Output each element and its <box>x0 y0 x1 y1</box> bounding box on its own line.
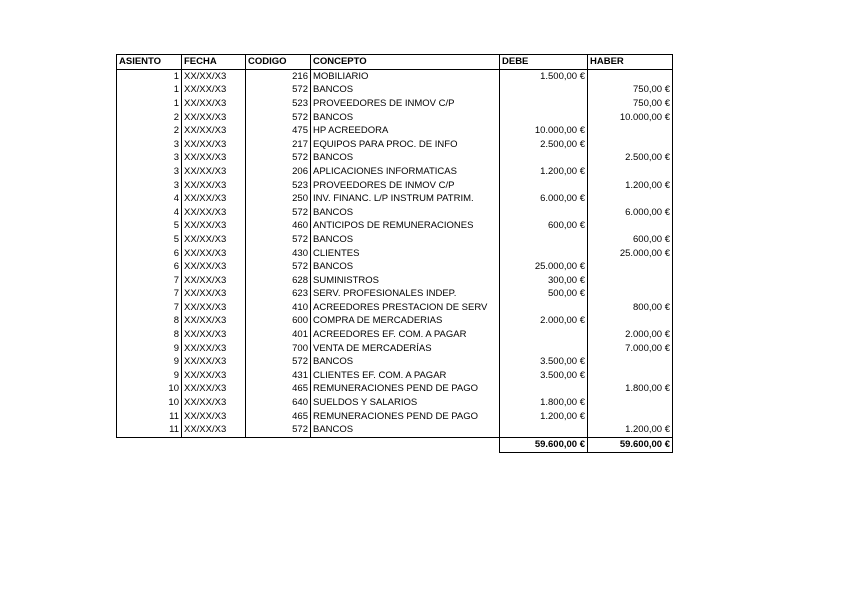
cell-concepto: INV. FINANC. L/P INSTRUM PATRIM. <box>311 192 500 206</box>
cell-asiento: 6 <box>117 247 182 261</box>
cell-haber <box>588 138 673 152</box>
cell-codigo: 523 <box>246 97 311 111</box>
cell-fecha: XX/XX/X3 <box>182 97 246 111</box>
table-row <box>117 220 673 234</box>
cell-debe <box>500 423 588 437</box>
table-row <box>117 138 673 152</box>
cell-debe: 500,00 € <box>500 288 588 302</box>
cell-asiento: 1 <box>117 70 182 84</box>
table-row <box>117 369 673 383</box>
cell-fecha: XX/XX/X3 <box>182 369 246 383</box>
cell-concepto: BANCOS <box>311 111 500 125</box>
cell-concepto: PROVEEDORES DE INMOV C/P <box>311 97 500 111</box>
cell-fecha: XX/XX/X3 <box>182 328 246 342</box>
cell-concepto: ACREEDORES EF. COM. A PAGAR <box>311 328 500 342</box>
cell-concepto: BANCOS <box>311 152 500 166</box>
cell-concepto: CLIENTES EF. COM. A PAGAR <box>311 369 500 383</box>
cell-fecha: XX/XX/X3 <box>182 233 246 247</box>
cell-asiento: 8 <box>117 328 182 342</box>
cell-codigo: 572 <box>246 152 311 166</box>
table-row <box>117 179 673 193</box>
cell-debe <box>500 328 588 342</box>
cell-codigo: 572 <box>246 423 311 437</box>
header-asiento: ASIENTO <box>117 55 182 70</box>
cell-fecha: XX/XX/X3 <box>182 410 246 424</box>
cell-debe <box>500 97 588 111</box>
cell-fecha: XX/XX/X3 <box>182 138 246 152</box>
cell-haber <box>588 315 673 329</box>
cell-codigo: 250 <box>246 192 311 206</box>
cell-debe <box>500 84 588 98</box>
cell-haber: 800,00 € <box>588 301 673 315</box>
cell-concepto: CLIENTES <box>311 247 500 261</box>
table-row <box>117 396 673 410</box>
cell-concepto: ACREEDORES PRESTACION DE SERV <box>311 301 500 315</box>
table-row <box>117 315 673 329</box>
cell-debe: 6.000,00 € <box>500 192 588 206</box>
cell-fecha: XX/XX/X3 <box>182 288 246 302</box>
cell-asiento: 10 <box>117 396 182 410</box>
cell-concepto: BANCOS <box>311 233 500 247</box>
cell-fecha: XX/XX/X3 <box>182 342 246 356</box>
cell-concepto: BANCOS <box>311 355 500 369</box>
cell-haber <box>588 355 673 369</box>
cell-asiento: 6 <box>117 260 182 274</box>
cell-fecha: XX/XX/X3 <box>182 192 246 206</box>
cell-asiento: 11 <box>117 423 182 437</box>
cell-concepto: VENTA DE MERCADERÍAS <box>311 342 500 356</box>
header-haber: HABER <box>588 55 673 70</box>
table-row <box>117 383 673 397</box>
cell-debe: 3.500,00 € <box>500 369 588 383</box>
table-row <box>117 152 673 166</box>
cell-haber <box>588 369 673 383</box>
cell-debe <box>500 179 588 193</box>
cell-codigo: 700 <box>246 342 311 356</box>
header-fecha: FECHA <box>182 55 246 70</box>
cell-haber <box>588 260 673 274</box>
cell-debe <box>500 206 588 220</box>
cell-codigo: 640 <box>246 396 311 410</box>
cell-asiento: 3 <box>117 152 182 166</box>
cell-fecha: XX/XX/X3 <box>182 220 246 234</box>
cell-codigo: 572 <box>246 84 311 98</box>
cell-concepto: REMUNERACIONES PEND DE PAGO <box>311 410 500 424</box>
cell-haber: 1.200,00 € <box>588 179 673 193</box>
cell-debe: 1.200,00 € <box>500 165 588 179</box>
cell-concepto: EQUIPOS PARA PROC. DE INFO <box>311 138 500 152</box>
table-row <box>117 206 673 220</box>
cell-haber: 7.000,00 € <box>588 342 673 356</box>
cell-asiento: 9 <box>117 355 182 369</box>
cell-haber: 750,00 € <box>588 97 673 111</box>
cell-codigo: 572 <box>246 233 311 247</box>
cell-haber: 10.000,00 € <box>588 111 673 125</box>
cell-fecha: XX/XX/X3 <box>182 152 246 166</box>
cell-asiento: 7 <box>117 301 182 315</box>
cell-asiento: 11 <box>117 410 182 424</box>
table-row <box>117 342 673 356</box>
cell-asiento: 2 <box>117 124 182 138</box>
cell-fecha: XX/XX/X3 <box>182 165 246 179</box>
cell-concepto: SUMINISTROS <box>311 274 500 288</box>
cell-haber <box>588 410 673 424</box>
cell-debe <box>500 247 588 261</box>
cell-asiento: 3 <box>117 138 182 152</box>
table-row <box>117 124 673 138</box>
cell-haber <box>588 396 673 410</box>
cell-haber: 750,00 € <box>588 84 673 98</box>
cell-codigo: 475 <box>246 124 311 138</box>
cell-debe: 1.500,00 € <box>500 70 588 84</box>
header-debe: DEBE <box>500 55 588 70</box>
cell-haber: 2.500,00 € <box>588 152 673 166</box>
cell-asiento: 3 <box>117 165 182 179</box>
cell-codigo: 465 <box>246 383 311 397</box>
cell-fecha: XX/XX/X3 <box>182 111 246 125</box>
cell-asiento: 4 <box>117 206 182 220</box>
cell-concepto: REMUNERACIONES PEND DE PAGO <box>311 383 500 397</box>
cell-codigo: 572 <box>246 355 311 369</box>
table-row <box>117 410 673 424</box>
total-debe: 59.600,00 € <box>500 438 588 453</box>
cell-concepto: BANCOS <box>311 206 500 220</box>
cell-codigo: 216 <box>246 70 311 84</box>
cell-haber: 600,00 € <box>588 233 673 247</box>
cell-codigo: 206 <box>246 165 311 179</box>
cell-fecha: XX/XX/X3 <box>182 396 246 410</box>
cell-concepto: MOBILIARIO <box>311 70 500 84</box>
cell-debe <box>500 111 588 125</box>
cell-fecha: XX/XX/X3 <box>182 124 246 138</box>
header-row <box>117 55 673 70</box>
cell-codigo: 430 <box>246 247 311 261</box>
cell-codigo: 572 <box>246 260 311 274</box>
cell-concepto: COMPRA DE MERCADERIAS <box>311 315 500 329</box>
cell-asiento: 8 <box>117 315 182 329</box>
cell-fecha: XX/XX/X3 <box>182 315 246 329</box>
cell-concepto: ANTICIPOS DE REMUNERACIONES <box>311 220 500 234</box>
cell-codigo: 572 <box>246 206 311 220</box>
cell-asiento: 5 <box>117 233 182 247</box>
cell-fecha: XX/XX/X3 <box>182 206 246 220</box>
header-codigo: CODIGO <box>246 55 311 70</box>
cell-asiento: 1 <box>117 84 182 98</box>
table-row <box>117 423 673 437</box>
cell-asiento: 2 <box>117 111 182 125</box>
cell-haber: 2.000,00 € <box>588 328 673 342</box>
cell-asiento: 5 <box>117 220 182 234</box>
cell-concepto: SUELDOS Y SALARIOS <box>311 396 500 410</box>
cell-codigo: 600 <box>246 315 311 329</box>
cell-codigo: 465 <box>246 410 311 424</box>
cell-asiento: 10 <box>117 383 182 397</box>
cell-concepto: BANCOS <box>311 84 500 98</box>
table-row <box>117 328 673 342</box>
cell-concepto: SERV. PROFESIONALES INDEP. <box>311 288 500 302</box>
cell-haber: 1.800,00 € <box>588 383 673 397</box>
cell-haber <box>588 165 673 179</box>
cell-haber: 6.000,00 € <box>588 206 673 220</box>
cell-asiento: 9 <box>117 342 182 356</box>
cell-codigo: 460 <box>246 220 311 234</box>
cell-concepto: HP ACREEDORA <box>311 124 500 138</box>
cell-fecha: XX/XX/X3 <box>182 383 246 397</box>
cell-asiento: 1 <box>117 97 182 111</box>
cell-debe <box>500 301 588 315</box>
cell-codigo: 410 <box>246 301 311 315</box>
cell-fecha: XX/XX/X3 <box>182 301 246 315</box>
cell-debe: 300,00 € <box>500 274 588 288</box>
cell-debe: 10.000,00 € <box>500 124 588 138</box>
cell-debe: 2.500,00 € <box>500 138 588 152</box>
cell-codigo: 523 <box>246 179 311 193</box>
cell-fecha: XX/XX/X3 <box>182 274 246 288</box>
cell-codigo: 431 <box>246 369 311 383</box>
table-row <box>117 301 673 315</box>
table-row <box>117 274 673 288</box>
cell-debe <box>500 152 588 166</box>
cell-asiento: 4 <box>117 192 182 206</box>
cell-codigo: 401 <box>246 328 311 342</box>
cell-fecha: XX/XX/X3 <box>182 247 246 261</box>
cell-debe: 1.800,00 € <box>500 396 588 410</box>
cell-haber <box>588 288 673 302</box>
cell-debe <box>500 342 588 356</box>
table-row <box>117 233 673 247</box>
table-row <box>117 260 673 274</box>
total-haber: 59.600,00 € <box>588 438 673 453</box>
table-row <box>117 165 673 179</box>
table-row <box>117 192 673 206</box>
cell-haber: 25.000,00 € <box>588 247 673 261</box>
journal-table <box>116 54 673 453</box>
cell-debe <box>500 383 588 397</box>
cell-asiento: 7 <box>117 288 182 302</box>
table-row <box>117 288 673 302</box>
cell-concepto: BANCOS <box>311 423 500 437</box>
cell-asiento: 3 <box>117 179 182 193</box>
cell-debe: 25.000,00 € <box>500 260 588 274</box>
header-concepto: CONCEPTO <box>311 55 500 70</box>
cell-haber <box>588 274 673 288</box>
cell-haber <box>588 70 673 84</box>
table-row <box>117 355 673 369</box>
table-row <box>117 84 673 98</box>
cell-codigo: 628 <box>246 274 311 288</box>
cell-codigo: 217 <box>246 138 311 152</box>
cell-concepto: PROVEEDORES DE INMOV C/P <box>311 179 500 193</box>
cell-debe: 2.000,00 € <box>500 315 588 329</box>
cell-haber <box>588 220 673 234</box>
cell-debe: 1.200,00 € <box>500 410 588 424</box>
table-row <box>117 111 673 125</box>
table-header <box>117 55 673 70</box>
cell-haber <box>588 124 673 138</box>
cell-fecha: XX/XX/X3 <box>182 423 246 437</box>
table-body <box>117 70 673 438</box>
table-row <box>117 70 673 84</box>
cell-haber: 1.200,00 € <box>588 423 673 437</box>
cell-fecha: XX/XX/X3 <box>182 70 246 84</box>
table-row <box>117 247 673 261</box>
cell-debe <box>500 233 588 247</box>
cell-fecha: XX/XX/X3 <box>182 179 246 193</box>
cell-codigo: 572 <box>246 111 311 125</box>
cell-debe: 600,00 € <box>500 220 588 234</box>
table-footer <box>117 438 673 453</box>
totals-row <box>117 438 673 453</box>
cell-fecha: XX/XX/X3 <box>182 84 246 98</box>
cell-fecha: XX/XX/X3 <box>182 260 246 274</box>
cell-codigo: 623 <box>246 288 311 302</box>
cell-asiento: 7 <box>117 274 182 288</box>
table-row <box>117 97 673 111</box>
cell-concepto: BANCOS <box>311 260 500 274</box>
cell-debe: 3.500,00 € <box>500 355 588 369</box>
cell-haber <box>588 192 673 206</box>
cell-concepto: APLICACIONES INFORMATICAS <box>311 165 500 179</box>
cell-fecha: XX/XX/X3 <box>182 355 246 369</box>
cell-asiento: 9 <box>117 369 182 383</box>
